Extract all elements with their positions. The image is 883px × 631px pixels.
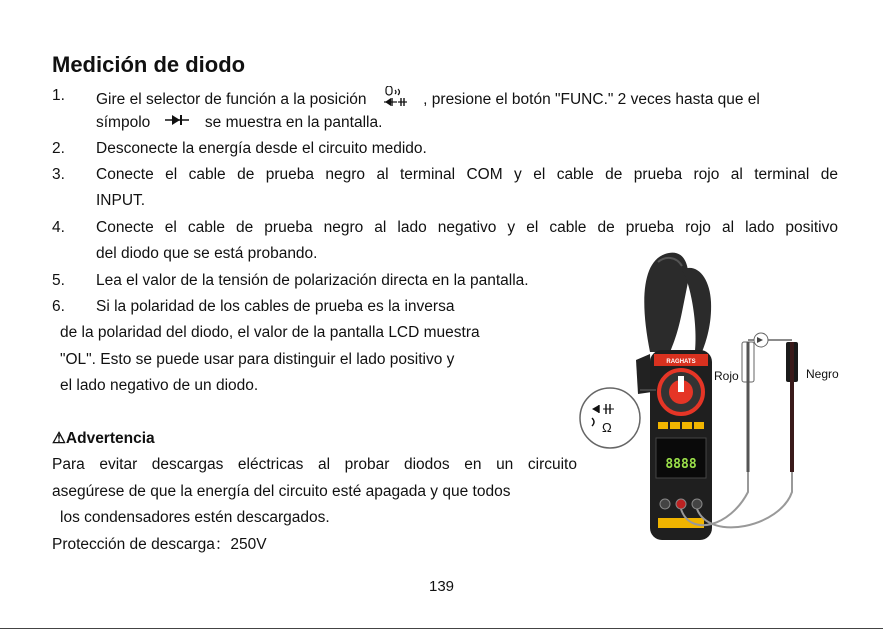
step-text: INPUT. — [96, 192, 146, 209]
step-text: se muestra en la pantalla. — [204, 114, 383, 132]
step-text: símpolo — [96, 114, 151, 132]
warning-line-1: Para evitar descargas eléctricas al probar diodos en un circuito — [52, 456, 577, 473]
diode-capacitance-selector-icon — [383, 86, 413, 114]
footer-divider — [0, 628, 883, 629]
diode-symbol-icon — [165, 113, 189, 133]
page-title: Medición de diodo — [52, 52, 246, 77]
step-1-line-2 — [96, 113, 382, 133]
step-text: del diodo que se está probando. — [96, 245, 318, 262]
protection-note: Protección de descarga：250V — [52, 536, 267, 553]
step-text: Si la polaridad de los cables de prueba es la inversa — [96, 298, 455, 315]
step-text: Lea el valor de la tensión de polarización directa en la pantalla. — [96, 272, 529, 289]
warning-triangle-icon: ⚠ — [52, 430, 66, 447]
step-number: 5. — [52, 272, 65, 289]
brand-label: RAGHATS — [666, 359, 696, 365]
step-number: 1. — [52, 87, 65, 104]
step-text: Conecte el cable de prueba negro al terminal COM y el cable de prueba rojo al terminal de — [96, 166, 838, 183]
warning-title: Advertencia — [65, 430, 155, 447]
step-text: Desconecte la energía desde el circuito medido. — [96, 140, 427, 157]
step-number: 4. — [52, 219, 65, 236]
step-number: 3. — [52, 166, 65, 183]
warning-line-2: asegúrese de que la energía del circuito esté apagada y que todos — [52, 483, 511, 500]
step-6-cont-2: "OL". Esto se puede usar para distinguir el lado positivo y — [60, 351, 455, 368]
step-1-line-1 — [96, 86, 760, 114]
step-number: 2. — [52, 140, 65, 157]
lcd-digits: 8888 — [665, 457, 697, 472]
step-text: Gire el selector de función a la posición — [96, 91, 367, 109]
step-6-cont-3: el lado negativo de un diodo. — [60, 377, 259, 394]
step-text: , presione el botón "FUNC." 2 veces hasta que el — [423, 91, 760, 109]
ohm-symbol: Ω — [602, 420, 612, 435]
warning-heading — [52, 429, 155, 448]
page-number: 139 — [428, 578, 455, 595]
step-6-cont-1: de la polaridad del diodo, el valor de la pantalla LCD muestra — [60, 324, 480, 341]
step-number: 6. — [52, 298, 65, 315]
warning-line-3: los condensadores estén descargados. — [60, 509, 330, 526]
clamp-meter-illustration — [570, 242, 870, 552]
red-lead-label: Rojo — [714, 369, 739, 383]
clamp-meter-svg — [570, 242, 870, 552]
step-text: Conecte el cable de prueba negro al lado negativo y el cable de prueba rojo al lado positivo — [96, 219, 838, 236]
black-lead-label: Negro — [806, 367, 839, 381]
